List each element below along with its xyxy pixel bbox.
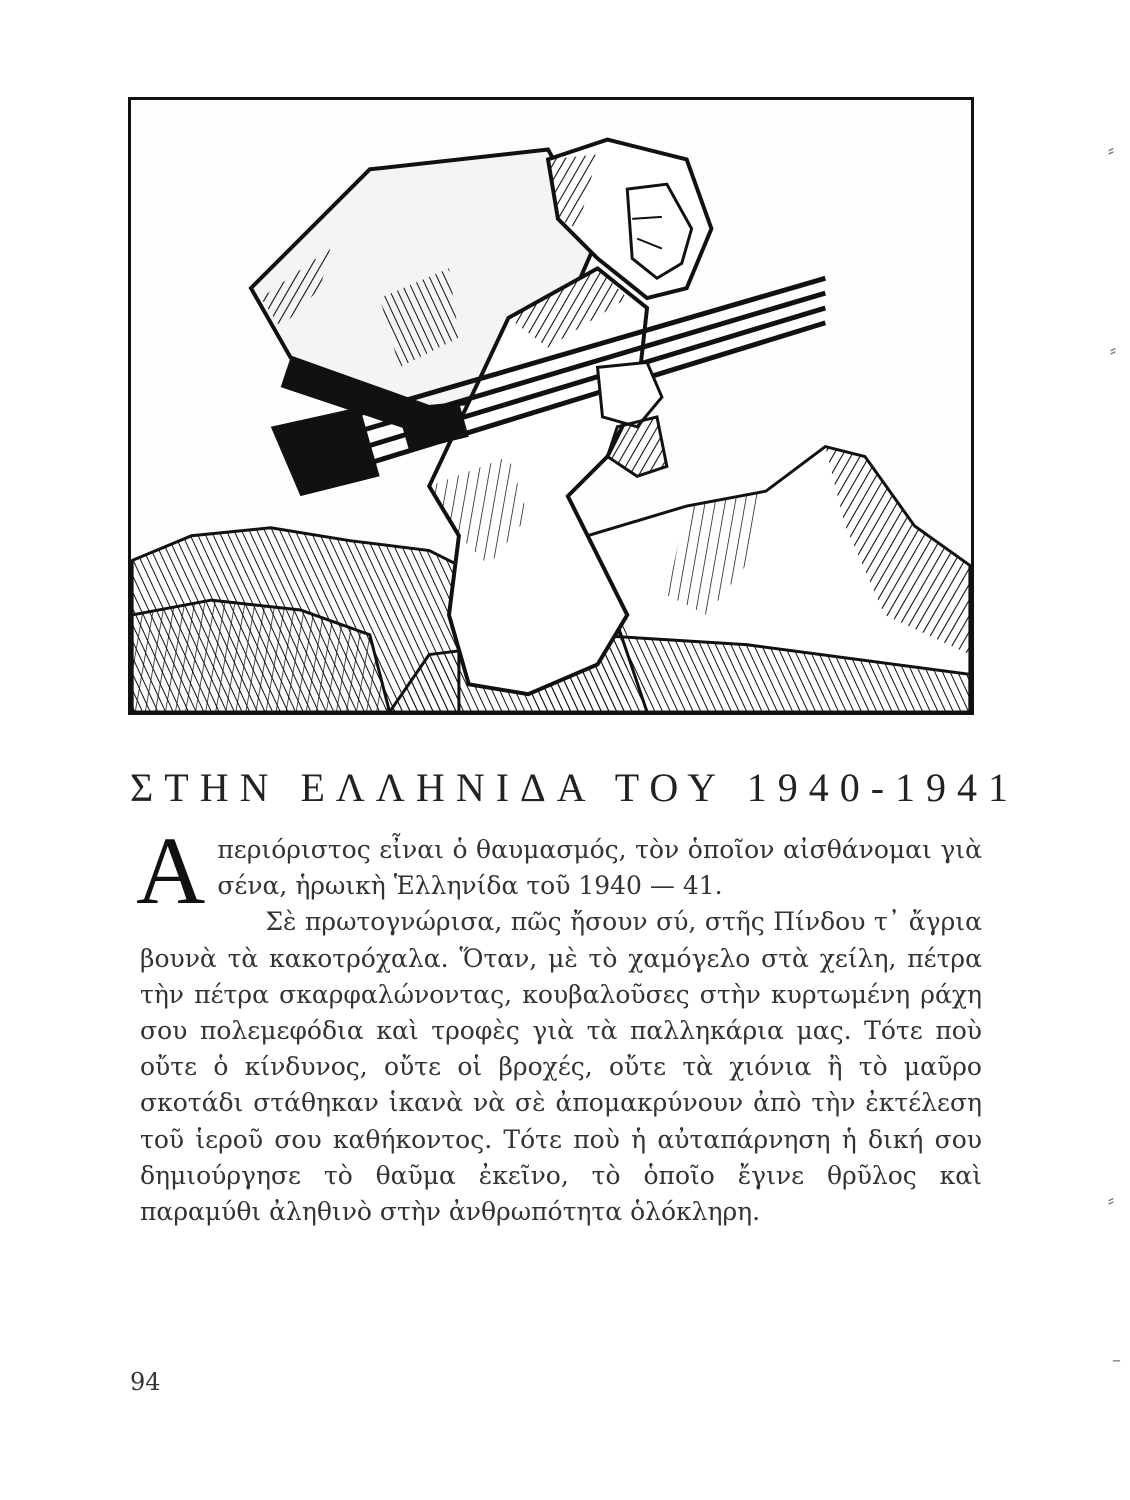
margin-mark: ⸗ <box>1110 340 1116 361</box>
drop-cap-letter: Α <box>136 817 206 924</box>
margin-mark: ⸗ <box>1108 140 1114 161</box>
paragraph-1 <box>136 817 982 924</box>
paragraph-2: Σὲ πρωτογνώρισα, πῶς ἤσουν σύ, στῆς Πίνδου τ᾽ ἄγρια βουνὰ τὰ κακοτρόχαλα. Ὅταν, μὲ τὸ χαμόγελο στὰ χείλη, πέτρα τὴν πέτρα σκαρφαλώνοντας, κουβαλοῦσες στὴν κυρτωμένη ράχη σου πολεμεφόδια καὶ τροφὲς γιὰ τὰ παλληκάρια μας. Τότε ποὺ οὔτε ὁ κίνδυνος, οὔτε οἱ βροχές, οὔτε τὰ χιόνια ἢ τὸ μαῦρο σκοτάδι στάθηκαν ἱκανὰ νὰ σὲ ἀπομακρύνουν ἀπὸ τὴν ἐκτέλεση τοῦ ἱεροῦ σου καθήκοντος. Τότε ποὺ ἡ αὐταπάρνηση ἡ δική σου δημιούργησε τὸ θαῦμα ἐκεῖνο, τὸ ὁποῖο ἔγινε θρῦλος καὶ παραμύθι ἀληθινὸ στὴν ἀνθρωπότητα ὁλόκληρη. <box>140 907 982 1227</box>
chapter-title: ΣΤΗΝ ΕΛΛΗΝΙΔΑ ΤΟΥ 1940-1941 <box>130 765 1020 810</box>
woman-carrying-rifles-image <box>131 100 971 712</box>
paragraph-1-text: περιόριστος εἶναι ὁ θαυμασμός, τὸν ὁποῖον αἰσθάνομαι γιὰ σένα, ἡρωικὴ Ἑλληνίδα τοῦ 1940 — 41. <box>217 835 982 901</box>
margin-mark: – <box>1112 1350 1121 1371</box>
woodcut-illustration <box>128 97 974 715</box>
margin-mark: ⸗ <box>1108 1190 1114 1211</box>
body-text <box>136 817 982 1230</box>
page-number: 94 <box>130 1368 161 1396</box>
